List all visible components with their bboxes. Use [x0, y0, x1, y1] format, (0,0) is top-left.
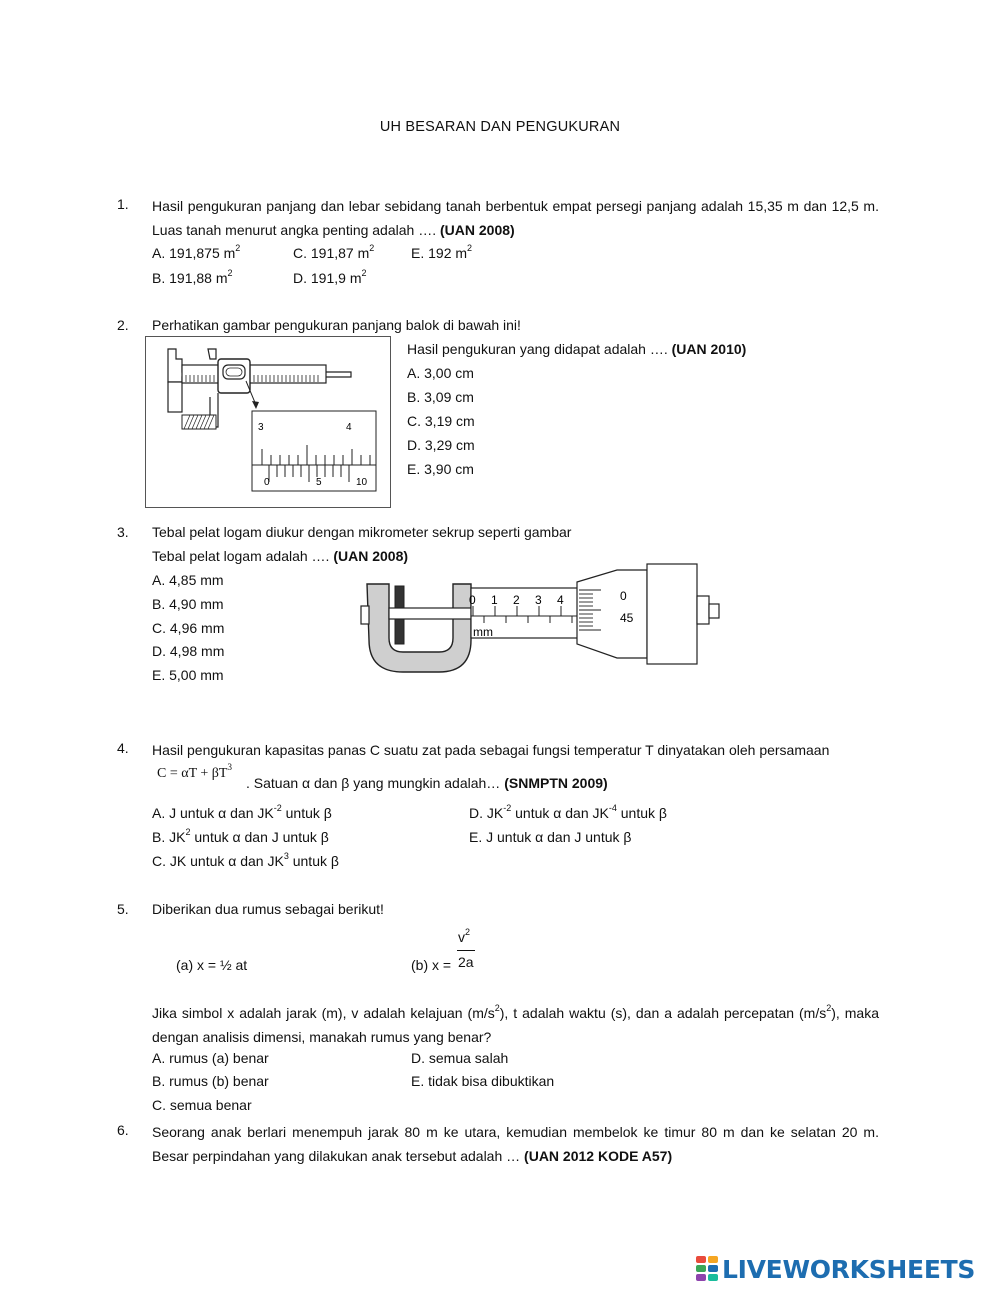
q2-option-e[interactable]: E. 3,90 cm: [407, 461, 474, 477]
main-scale-4: 4: [346, 422, 352, 433]
q4-option-d[interactable]: D. $JK^{-2}$ untuk α dan $JK^{-4}$ untuk β: [469, 803, 667, 821]
vernier-5: 5: [316, 477, 322, 488]
q3-number: 3.: [117, 524, 129, 540]
sleeve-3: 3: [535, 593, 542, 607]
q4-option-b[interactable]: B. $JK^2$ untuk α dan J untuk β: [152, 827, 329, 845]
q4-question: . Satuan α dan β yang mungkin adalah… (SNMPTN 2009): [246, 775, 608, 791]
q5-text: Diberikan dua rumus sebagai berikut!: [152, 901, 384, 917]
q4-option-c[interactable]: C. JK untuk α dan $JK^3$ untuk β: [152, 851, 339, 869]
main-scale-3: 3: [258, 422, 264, 433]
sleeve-unit: mm: [473, 625, 493, 639]
q1-option-e[interactable]: E. 192 $m^2$: [411, 243, 473, 261]
q2-text: Perhatikan gambar pengukuran panjang balok di bawah ini!: [152, 317, 521, 333]
sleeve-1: 1: [491, 593, 498, 607]
q1-option-b[interactable]: B. 191,88 $m^2$: [152, 268, 233, 286]
liveworksheets-logo: [696, 1255, 975, 1284]
thimble-45: 45: [620, 611, 634, 625]
q3-source: (UAN 2008): [333, 548, 409, 564]
q2-number: 2.: [117, 317, 129, 333]
q5-formula-b-denominator: 2a: [458, 954, 474, 970]
sleeve-2: 2: [513, 593, 520, 607]
q6-source: (UAN 2012 KODE A57): [524, 1148, 673, 1164]
q5-option-b[interactable]: B. rumus (b) benar: [152, 1073, 269, 1089]
q5-option-e[interactable]: E. tidak bisa dibuktikan: [411, 1073, 555, 1089]
q1-stem: Hasil pengukuran panjang dan lebar sebidang tanah berbentuk empat persegi panjang adalah 15,35 m dan 12,5 m. Luas tanah menurut angka penting adalah ….: [152, 198, 879, 238]
q3-option-e[interactable]: E. 5,00 mm: [152, 667, 224, 683]
q1-source: (UAN 2008): [440, 222, 515, 238]
q1-text: [152, 194, 879, 242]
q3-option-a[interactable]: A. 4,85 mm: [152, 572, 224, 588]
q3-question: Tebal pelat logam adalah …. (UAN 2008): [152, 548, 409, 564]
q5-option-d[interactable]: D. semua salah: [411, 1050, 509, 1066]
vernier-caliper-figure: [145, 336, 391, 508]
q2-option-d[interactable]: D. 3,29 cm: [407, 437, 475, 453]
sleeve-4: 4: [557, 593, 564, 607]
q1-option-c[interactable]: C. 191,87 $m^2$: [293, 243, 375, 261]
thimble-0: 0: [620, 589, 627, 603]
q2-option-a[interactable]: A. 3,00 cm: [407, 365, 474, 381]
q5-option-a[interactable]: A. rumus (a) benar: [152, 1050, 269, 1066]
vernier-0: 0: [264, 477, 270, 488]
q5-formula-b-numerator: $v^2$: [458, 927, 471, 945]
q4-source: (SNMPTN 2009): [504, 775, 608, 791]
q5-option-c[interactable]: C. semua benar: [152, 1097, 252, 1113]
q1-number: 1.: [117, 196, 129, 212]
q2-option-b[interactable]: B. 3,09 cm: [407, 389, 474, 405]
q3-text: Tebal pelat logam diukur dengan mikrometer sekrup seperti gambar: [152, 524, 572, 540]
page-title: UH BESARAN DAN PENGUKURAN: [379, 119, 621, 135]
q4-text: Hasil pengukuran kapasitas panas C suatu zat pada sebagai fungsi temperatur T dinyatakan oleh persamaan: [152, 742, 830, 758]
vernier-10: 10: [356, 477, 368, 488]
sleeve-0: 0: [469, 593, 476, 607]
q5-fraction-bar: [457, 950, 475, 951]
q4-option-e[interactable]: E. J untuk α dan J untuk β: [469, 829, 632, 845]
vernier-caliper-drawing: [146, 337, 390, 507]
q4-formula: $C = \alpha T + \beta T^3$: [157, 762, 232, 781]
q3-option-d[interactable]: D. 4,98 mm: [152, 643, 225, 659]
q6-number: 6.: [117, 1122, 129, 1138]
liveworksheets-logo-icon: [696, 1256, 720, 1282]
q5-formula-a: (a) x = ½ at: [176, 957, 248, 973]
q4-number: 4.: [117, 740, 129, 756]
q1-option-d[interactable]: D. 191,9 $m^2$: [293, 268, 367, 286]
q2-source: (UAN 2010): [671, 341, 747, 357]
q5-body: Jika simbol x adalah jarak (m), v adalah kelajuan $(m/s^2)$, t adalah waktu (s), dan a adalah percepatan $(m/s^2)$, maka dengan analisis dimensi, manakah rumus yang benar?: [152, 1003, 879, 1045]
liveworksheets-brand: LIVEWORKSHEETS: [722, 1255, 976, 1284]
q2-question: Hasil pengukuran yang didapat adalah …. (UAN 2010): [407, 341, 747, 357]
q2-option-c[interactable]: C. 3,19 cm: [407, 413, 475, 429]
q6-text: Seorang anak berlari menempuh jarak 80 m ke utara, kemudian membelok ke timur 80 m dan ke selatan 20 m. Besar perpindahan yang dilakukan anak tersebut adalah … (UAN 2012 KODE A57): [152, 1124, 879, 1164]
micrometer-figure: [355, 560, 735, 680]
q1-option-a[interactable]: A. 191,875 $m^2$: [152, 243, 241, 261]
q5-formula-b-prefix: (b) x =: [411, 957, 452, 973]
q5-number: 5.: [117, 901, 129, 917]
q4-option-a[interactable]: A. J untuk α dan $JK^{-2}$ untuk β: [152, 803, 332, 821]
q3-option-b[interactable]: B. 4,90 mm: [152, 596, 224, 612]
q3-option-c[interactable]: C. 4,96 mm: [152, 620, 225, 636]
